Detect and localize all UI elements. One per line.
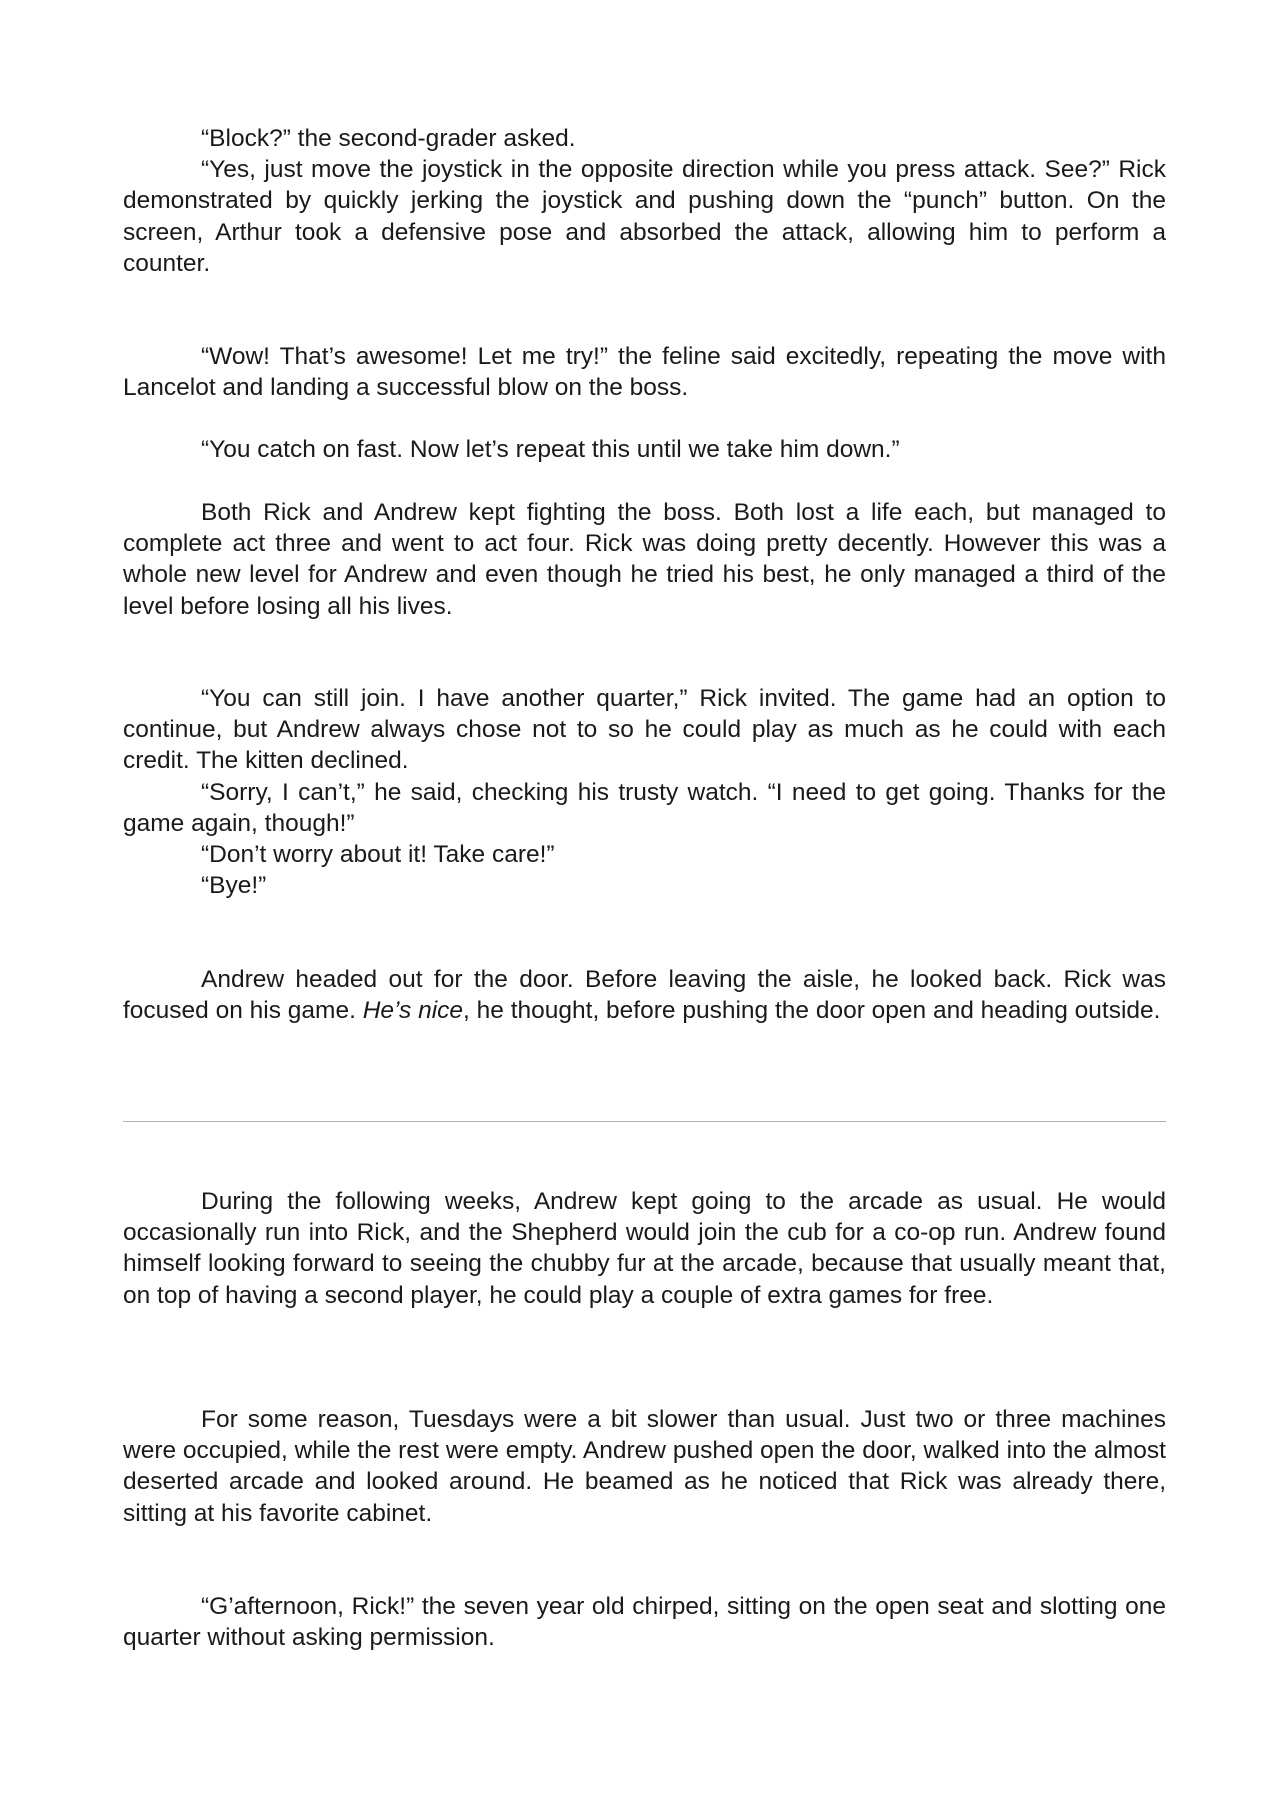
paragraph: “Bye!” — [201, 872, 267, 900]
paragraph: For some reason, Tuesdays were a bit slower than usual. Just two or three machines were occupied, while the rest were empty. Andrew pushed open the door, walked into the almost deserted arcade and looked around. He beamed as he noticed that Rick was already there, sitting at his favorite cabinet. — [123, 1406, 1166, 1527]
dialogue-block-2 — [123, 341, 1166, 403]
narrative-block-3 — [123, 1186, 1166, 1311]
dialogue-block-1 — [123, 123, 1166, 279]
dialogue-block-4 — [123, 683, 1166, 901]
italic-thought: He’s nice — [362, 997, 464, 1025]
dialogue-block-3 — [123, 434, 1166, 465]
paragraph-text: Andrew headed out for the door. Before leaving the aisle, he looked back. Rick was focused on his game. — [123, 966, 1166, 1025]
paragraph: “Yes, just move the joystick in the opposite direction while you press attack. See?” Rick demonstrated by quickly jerking the joystick and pushing down the “punch” button. On the screen, Arthur took a defensive pose and absorbed the attack, allowing him to perform a counter. — [123, 156, 1166, 277]
paragraph: “Don’t worry about it! Take care!” — [201, 841, 555, 869]
paragraph: “G’afternoon, Rick!” the seven year old chirped, sitting on the open seat and slotting one quarter without asking permission. — [123, 1593, 1166, 1652]
paragraph — [123, 964, 1166, 1026]
paragraph-text: , he thought, before pushing the door open and heading outside. — [463, 997, 1161, 1025]
paragraph: “You catch on fast. Now let’s repeat this until we take him down.” — [201, 436, 900, 463]
paragraph: “Sorry, I can’t,” he said, checking his trusty watch. “I need to get going. Thanks for the game again, though!” — [123, 778, 1166, 837]
paragraph: “You can still join. I have another quarter,” Rick invited. The game had an option to continue, but Andrew always chose not to so he could play as much as he could with each credit. The kitten declined. — [123, 685, 1166, 775]
section-divider — [123, 1121, 1166, 1122]
paragraph: Both Rick and Andrew kept fighting the boss. Both lost a life each, but managed to complete act three and went to act four. Rick was doing pretty decently. However this was a whole new level for Andrew and even though he tried his best, he only managed a third of the level before losing all his lives. — [123, 499, 1166, 620]
narrative-block-1 — [123, 497, 1166, 622]
narrative-block-4 — [123, 1404, 1166, 1529]
paragraph: “Wow! That’s awesome! Let me try!” the feline said excitedly, repeating the move with Lancelot and landing a successful blow on the boss. — [123, 343, 1166, 402]
narrative-block-2 — [123, 964, 1166, 1026]
paragraph: During the following weeks, Andrew kept going to the arcade as usual. He would occasionally run into Rick, and the Shepherd would join the cub for a co-op run. Andrew found himself looking forward to seeing the chubby fur at the arcade, because that usually meant that, on top of having a second player, he could play a couple of extra games for free. — [123, 1188, 1166, 1309]
dialogue-block-5 — [123, 1591, 1166, 1653]
paragraph: “Block?” the second-grader asked. — [201, 125, 576, 152]
